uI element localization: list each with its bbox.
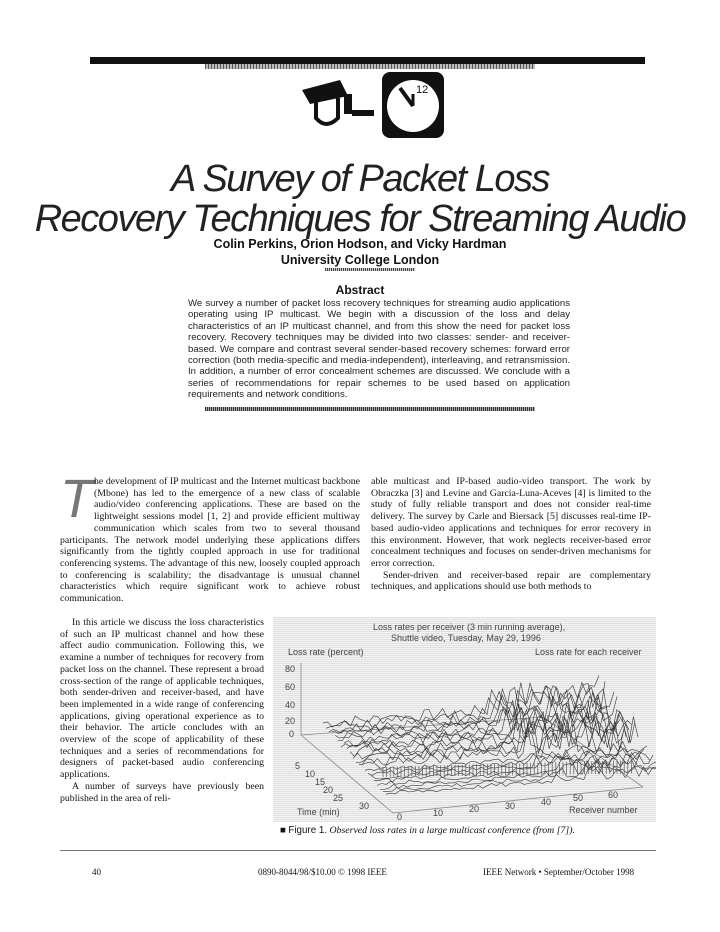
mortarboard-icon [302, 80, 348, 104]
receiver-tick: 40 [541, 797, 552, 807]
body-column-1-top [60, 469, 360, 605]
receiver-tick: 60 [608, 790, 619, 800]
plot-axes [301, 663, 643, 813]
body-column-2 [371, 476, 651, 593]
abstract-heading: Abstract [335, 283, 385, 297]
abstract-text: We survey a number of packet loss recovery techniques for streaming audio applications operating using IP multicast. We begin with a discussion of the loss and delay characteristics of an IP multicast channel, and from this show the need for packet loss recovery. Recovery techniques may be divided into two classes: sender- and receiver-based. We compare and contrast several sender-based recovery schemes: forward error correction (both media-specific and media-independent), interleaving, and retransmission. In addition, a number of error concealment schemes are discussed. We conclude with a series of recommendations for repair schemes to be used based on application requirements and network conditions. [188, 298, 570, 401]
z-axis-label: Loss rate (percent) [288, 647, 364, 657]
paragraph-surveys: A number of surveys have previously been published in the area of reli- [60, 780, 264, 804]
paragraph-col2-2: Sender-driven and receiver-based repair are complementary techniques, and applications should use both methods to [371, 569, 651, 593]
body-column-1-bottom [60, 617, 264, 804]
figure-plot [273, 617, 656, 822]
footer-rule [60, 850, 656, 851]
top-rule [90, 57, 645, 64]
z-tick: 0 [289, 729, 295, 739]
clock-number: 12 [416, 84, 429, 96]
time-tick: 30 [359, 801, 370, 811]
title-line-2: Recovery Techniques for Streaming Audio [34, 198, 686, 240]
time-tick: 15 [315, 777, 326, 787]
page-number: 40 [92, 867, 101, 877]
paragraph-col2-1: able multicast and IP-based audio-video transport. The work by Obraczka [3] and Levine and Garcia-Luna-Aceves [4] is limited to the study of fully reliable transport and does not consider real-time delivery. The survey by Carle and Biersack [5] discusses real-time IP-based audio-video applications and techniques for error recovery in this environment. However, that work neglects receiver-based error concealment techniques and focuses on sender-driven mechanisms for error correction. [371, 476, 651, 569]
copyright-code: 0890-8044/98/$10.00 © 1998 IEEE [258, 867, 387, 877]
z-tick: 80 [285, 664, 296, 674]
abstract-rule [205, 407, 535, 411]
authors-rule [325, 268, 415, 271]
paragraph-article: In this article we discuss the loss characteristics of such an IP multicast channel and how these affect audio communication. Following this, we examine a number of techniques for recovery from packet loss on the channel. These represent a broad cross-section of the range of applicable techniques, both sender-driven and receiver-based, and have been implemented in a wide range of conferencing applications, giving operational experience as to their behavior. The article concludes with an overview of the scope of applicability of these techniques and a series of recommendations for designers of packet-based audio conferencing applications. [60, 617, 264, 781]
time-tick: 25 [333, 793, 344, 803]
time-axis-label: Time (min) [297, 807, 340, 817]
caption-square-icon: ■ [280, 825, 286, 836]
paragraph-intro: he development of IP multicast and the Internet multicast backbone (Mbone) has led to the emergence of a new class of scalable audio/video conferencing applications. These are based on the lightweight sessions model [1, 2] and provide efficient multiway communication which scales from two to several thousand participants. The network model underlying these applications differs significantly from the tightly coupled approach in use for traditional conferencing systems. The advantage of this new, loosely coupled approach to conferencing is scalability; the disadvantage is unusual channel characteristics which require significant work to achieve robust communication. [60, 476, 360, 605]
time-tick: 10 [305, 769, 316, 779]
caption-text: Observed loss rates in a large multicast conference (from [7]). [329, 825, 575, 836]
caption-label: Figure 1. [288, 825, 328, 836]
loss-surface [323, 676, 656, 795]
receiver-tick: 30 [505, 801, 516, 811]
time-tick: 20 [323, 785, 334, 795]
figure-title-2: Shuttle video, Tuesday, May 29, 1996 [391, 633, 541, 643]
title-line-1: A Survey of Packet Loss [170, 158, 550, 200]
receiver-tick: 0 [397, 812, 403, 822]
author-names: Colin Perkins, Orion Hodson, and Vicky Hardman [213, 237, 507, 251]
z-tick: 60 [285, 682, 296, 692]
figure-1 [273, 617, 656, 822]
figure-title-1: Loss rates per receiver (3 min running average), [373, 622, 566, 632]
receiver-axis-label: Receiver number [569, 805, 638, 815]
loss-trace [338, 692, 614, 742]
time-tick: 5 [295, 761, 301, 771]
legend-label: Loss rate for each receiver [535, 647, 642, 657]
logo-graphic [300, 72, 450, 152]
z-tick: 20 [285, 716, 296, 726]
journal-info: IEEE Network • September/October 1998 [483, 867, 635, 877]
authors-block [0, 236, 720, 268]
receiver-tick: 10 [433, 808, 444, 818]
z-tick: 40 [285, 700, 296, 710]
receiver-tick: 20 [469, 804, 480, 814]
drop-cap: T [60, 469, 93, 529]
receiver-tick: 50 [573, 793, 584, 803]
affiliation: University College London [280, 253, 440, 267]
top-rule-pattern [205, 64, 535, 69]
figure-caption [280, 825, 660, 836]
